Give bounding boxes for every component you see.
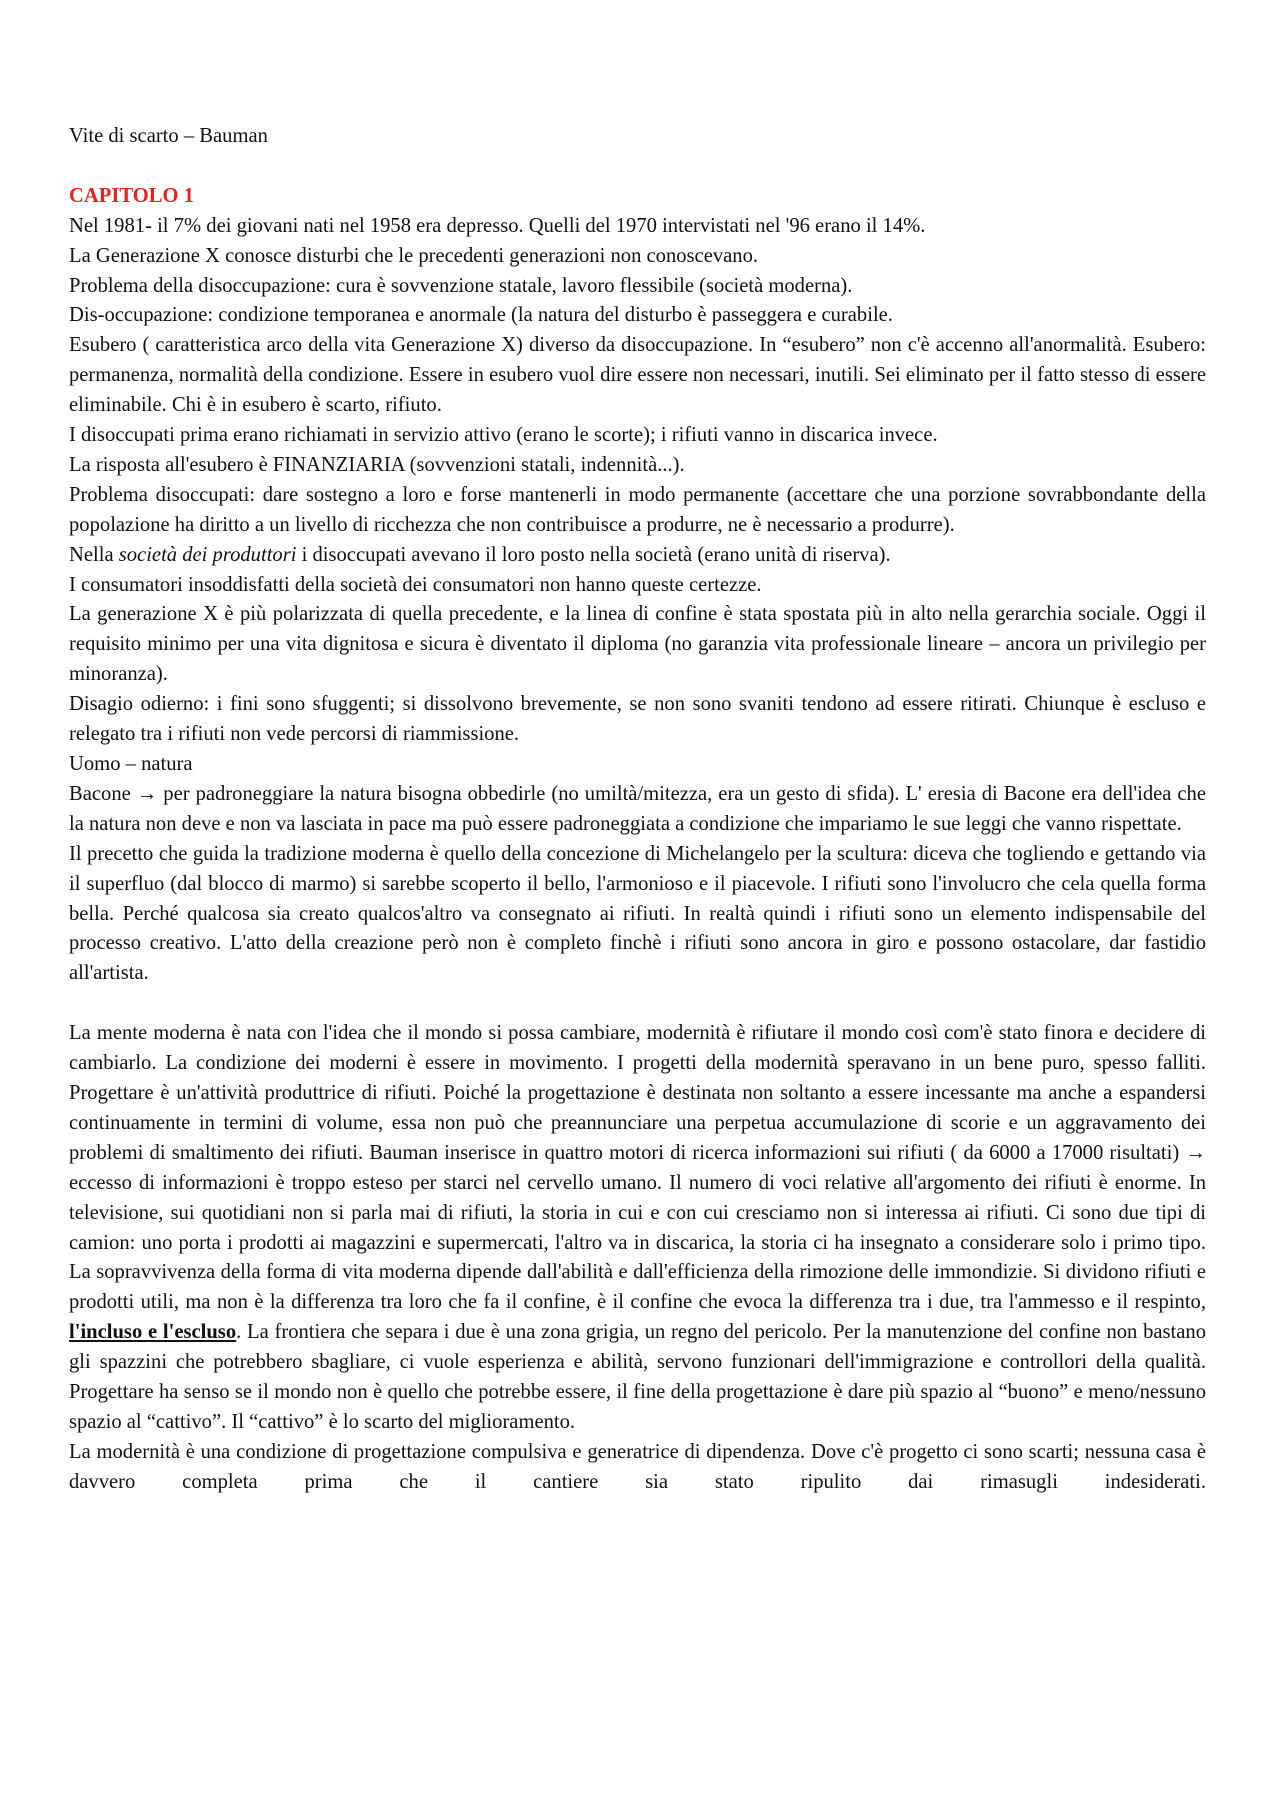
paragraph: Nel 1981- il 7% dei giovani nati nel 1958 era depresso. Quelli del 1970 intervistati nel '96 erano il 14%.: [69, 214, 926, 237]
paragraph: Bacone → per padroneggiare la natura bisogna obbedirle (no umiltà/mitezza, era un gesto di sfida). L' eresia di Bacone era dell'idea che la natura non deve e non va lasciata in pace ma può essere padroneggiata a condizione che impariamo le sue leggi che vanno rispettate.: [69, 782, 1206, 835]
paragraph: Dis-occupazione: condizione temporanea e anormale (la natura del disturbo è passeggera e curabile.: [69, 304, 893, 327]
paragraph: Il precetto che guida la tradizione moderna è quello della concezione di Michelangelo per la scultura: diceva che togliendo e gettando via il superfluo (dal blocco di marmo) si sarebbe scoperto il bello, l'armonioso e il piacevole. I rifiuti sono l'involucro che cela quella forma bella. Perché qualcosa sia creato qualcos'altro va consegnato ai rifiuti. In realtà quindi i rifiuti sono un elemento indispensabile del processo creativo. L'atto della creazione però non è completo finchè i rifiuti sono ancora in giro e possono ostacolare, dar fastidio all'artista.: [69, 842, 1206, 985]
italic-term: società dei produttori: [118, 543, 297, 566]
document-title: Vite di scarto – Bauman: [69, 125, 268, 147]
paragraph-final: La modernità è una condizione di progettazione compulsiva e generatrice di dipendenza. Dove c'è progetto ci sono scarti; nessuna casa è davvero completa prima che il cantiere sia stato ripulito dai rimasugli indesiderati.: [69, 1440, 1206, 1493]
spacer: [69, 152, 1206, 182]
text-run: La mente moderna è nata con l'idea che il mondo si possa cambiare, modernità è rifiutare il mondo così com'è stato finora e decidere di cambiarlo. La condizione dei moderni è essere in movimento. I progetti della modernità speravano in un bene puro, spesso falliti. Progettare è un'attività produttrice di rifiuti. Poiché la progettazione è destinata non soltanto a essere incessante ma anche a espandersi continuamente in termini di volume, essa non può che preannunciare una perpetua accumulazione di scorie e un aggravamento dei problemi di smaltimento dei rifiuti. Bauman inserisce in quattro motori di ricerca informazioni sui rifiuti ( da 6000 a 17000 risultati) → eccesso di informazioni è troppo esteso per starci nel cervello umano. Il numero di voci relative all'argomento dei rifiuti è enorme. In televisione, sui quotidiani non si parla mai di rifiuti, la storia in cui e con cui cresciamo non si interessa ai rifiuti. Ci sono due tipi di camion: uno porta i prodotti ai magazzini e supermercati, l'altro va in discarica, la storia ci ha insegnato a considerare solo i primo tipo. La sopravvivenza della forma di vita moderna dipende dall'abilità e dall'efficienza della rimozione delle immondizie. Si dividono rifiuti e prodotti utili, ma non è la differenza tra loro che fa il confine, è il confine che evoca la differenza tra i due, tra l'ammesso e il respinto,: [69, 1022, 1206, 1314]
document-page: [69, 122, 1206, 1498]
chapter-heading: CAPITOLO 1: [69, 184, 194, 207]
paragraph: Problema disoccupati: dare sostegno a loro e forse mantenerli in modo permanente (accettare che una porzione sovrabbondante della popolazione ha diritto a un livello di ricchezza che non contribuisce a produrre, ne è necessario a produrre).: [69, 483, 1206, 536]
paragraph: Disagio odierno: i fini sono sfuggenti; si dissolvono brevemente, se non sono svaniti tendono ad essere ritirati. Chiunque è escluso e relegato tra i rifiuti non vede percorsi di riammissione.: [69, 693, 1206, 746]
text-run: i disoccupati avevano il loro posto nella società (erano unità di riserva).: [296, 543, 891, 566]
paragraph: La risposta all'esubero è FINANZIARIA (sovvenzioni statali, indennità...).: [69, 453, 685, 476]
spacer: [69, 989, 1206, 1019]
section-label: Uomo – natura: [69, 753, 193, 776]
paragraph-producers: [69, 541, 1206, 571]
paragraph: La generazione X è più polarizzata di quella precedente, e la linea di confine è stata spostata più in alto nella gerarchia sociale. Oggi il requisito minimo per una vita dignitosa e sicura è diventato il diploma (no garanzia vita professionale lineare – ancora un privilegio per minoranza).: [69, 603, 1206, 686]
text-run: . La frontiera che separa i due è una zona grigia, un regno del pericolo. Per la manutenzione del confine non bastano gli spazzini che potrebbero sbagliare, ci vuole esperienza e abilità, servono funzionari dell'immigrazione e controllori della qualità. Progettare ha senso se il mondo non è quello che potrebbe essere, il fine della progettazione è dare più spazio al “buono” e meno/nessuno spazio al “cattivo”. Il “cattivo” è lo scarto del miglioramento.: [69, 1321, 1206, 1433]
paragraph: La Generazione X conosce disturbi che le precedenti generazioni non conoscevano.: [69, 244, 759, 267]
paragraph: Problema della disoccupazione: cura è sovvenzione statale, lavoro flessibile (società moderna).: [69, 274, 853, 297]
paragraph: I consumatori insoddisfatti della società dei consumatori non hanno queste certezze.: [69, 573, 762, 596]
emphasized-phrase: l'incluso e l'escluso: [69, 1321, 237, 1344]
paragraph-modernity: [69, 1019, 1206, 1438]
paragraph: I disoccupati prima erano richiamati in servizio attivo (erano le scorte); i rifiuti vanno in discarica invece.: [69, 424, 938, 447]
text-run: Nella: [69, 543, 119, 566]
paragraph: Esubero ( caratteristica arco della vita Generazione X) diverso da disoccupazione. In “esubero” non c'è accenno all'anormalità. Esubero: permanenza, normalità della condizione. Essere in esubero vuol dire essere non necessari, inutili. Sei eliminato per il fatto stesso di essere eliminabile. Chi è in esubero è scarto, rifiuto.: [69, 334, 1206, 417]
